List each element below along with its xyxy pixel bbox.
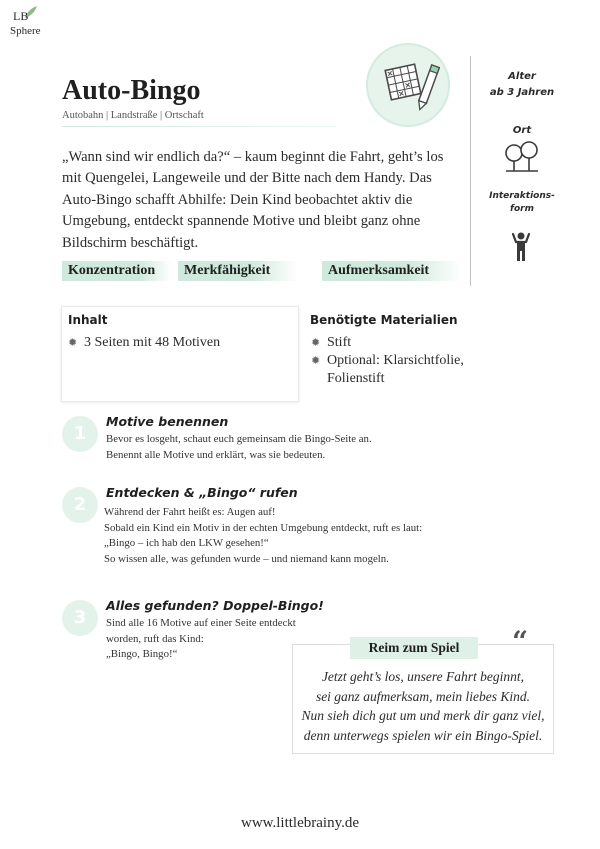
person-icon [510, 232, 532, 262]
step-text: Bevor es losgeht, schaut euch gemeinsam die Bingo-Seite an. Benennt alle Motive und erklärt, was sie bedeuten. [106, 433, 372, 461]
skill-tag: Konzentration [62, 261, 172, 281]
content-heading: Inhalt [68, 313, 108, 327]
age-heading: Alter [508, 71, 536, 82]
step-text: Während der Fahrt heißt es: Augen auf! Sobald ein Kind ein Motiv in der echten Umgebung entdeckt, ruft es laut: „Bingo – ich hab den LKW gesehen!“ So wissen alle, was gefunden wurde – und niemand kann mogeln. [104, 506, 423, 565]
rhyme-line: denn unterwegs spielen wir ein Bingo-Spiel. [303, 727, 543, 743]
rhyme-text [294, 667, 552, 745]
rhyme-label: Reim zum Spiel [350, 637, 478, 659]
bullet-icon: ✹ [68, 336, 78, 349]
footer-url[interactable]: www.littlebrainy.de [240, 815, 360, 831]
step-text: Sind alle 16 Motive auf einer Seite entdeckt worden, ruft das Kind: „Bingo, Bingo!“ [106, 617, 296, 660]
logo-line1: LB [13, 9, 29, 23]
step-number: 2 [62, 487, 98, 523]
step-number: 1 [62, 416, 98, 452]
step-title: Motive benennen [106, 414, 229, 429]
interaction-label [472, 190, 572, 216]
content-item [68, 334, 220, 352]
trees-icon [502, 140, 542, 174]
materials-item [311, 334, 351, 352]
skill-tag: Aufmerksamkeit [322, 261, 462, 281]
materials-heading: Benötigte Materialien [310, 313, 458, 327]
title-underline [62, 126, 337, 127]
rhyme-line: Jetzt geht’s los, unsere Fahrt beginnt, [321, 669, 525, 684]
step-number: 3 [62, 600, 98, 636]
interaction-heading-cont: form [510, 204, 534, 214]
materials-item [311, 352, 511, 388]
materials-item-text: Stift [327, 335, 352, 350]
quote-icon: “ [512, 625, 529, 658]
step-title: Alles gefunden? Doppel-Bingo! [106, 598, 324, 613]
materials-item-text: Optional: Klarsichtfolie, Folienstift [327, 353, 464, 386]
vertical-divider [470, 56, 471, 286]
rhyme-line: Nun sieh dich gut um und merk dir ganz viel, [301, 708, 545, 723]
page-title: Auto-Bingo [62, 75, 201, 106]
location-label: Ort [512, 125, 532, 136]
intro-text: „Wann sind wir endlich da?“ – kaum beginnt die Fahrt, geht’s los mit Quengelei, Langeweile und der Bitte nach dem Handy. Das Auto-Bingo schafft Abhilfe: Dein Kind beobachtet aktiv die Umgebung, entdeckt spannende Motive und bleibt ganz ohne Bildschirm beschäftigt. [62, 149, 444, 251]
bingo-card-icon [382, 57, 440, 117]
step-title: Entdecken & „Bingo“ rufen [106, 485, 298, 500]
bullet-icon: ✹ [311, 336, 321, 349]
page-subtitle: Autobahn | Landstraße | Ortschaft [62, 110, 204, 121]
age-value: ab 3 Jahren [489, 87, 555, 98]
content-item-text: 3 Seiten mit 48 Motiven [84, 335, 221, 350]
bullet-icon: ✹ [311, 354, 321, 367]
logo [10, 8, 50, 42]
skill-tag: Merkfähigkeit [178, 261, 298, 281]
rhyme-line: sei ganz aufmerksam, mein liebes Kind. [315, 688, 531, 704]
interaction-heading: Interaktions- [489, 191, 555, 201]
header-illustration [366, 43, 450, 127]
logo-line2: Sphere [10, 25, 41, 37]
age-label [472, 70, 572, 100]
